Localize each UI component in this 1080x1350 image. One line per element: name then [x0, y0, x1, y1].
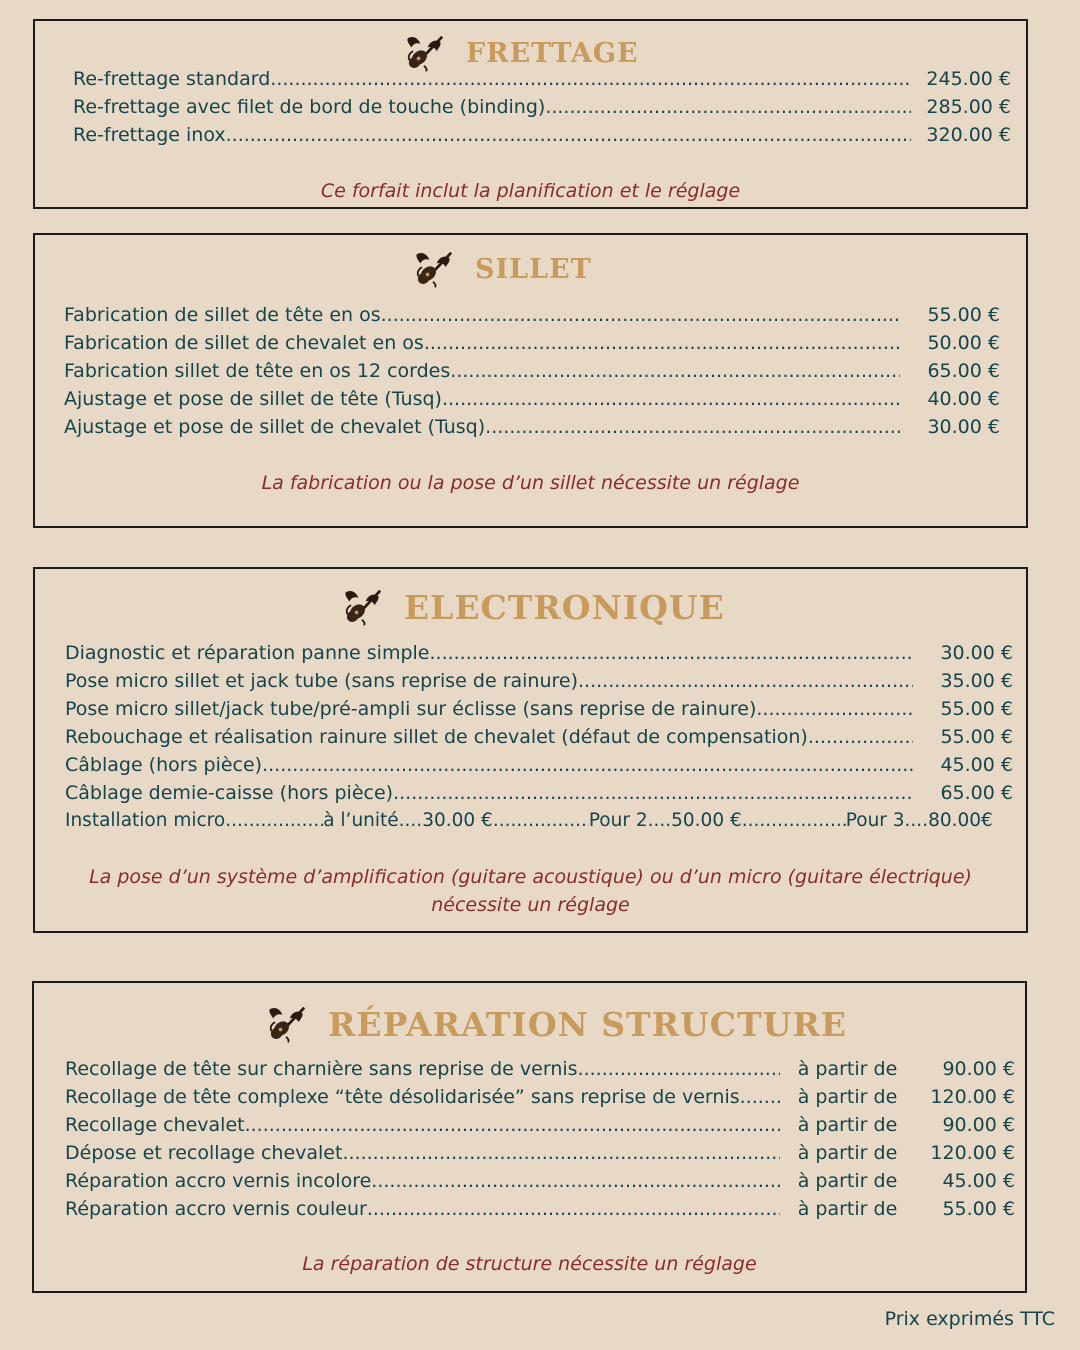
section-sillet	[33, 233, 1028, 528]
section-reparation-structure	[32, 981, 1027, 1293]
item-price: 30.00 €	[940, 642, 1013, 664]
item-label: Re-frettage avec filet de bord de touche (binding)	[73, 96, 546, 118]
item-label: Recollage de tête complexe “tête désolidarisée” sans reprise de vernis	[65, 1086, 740, 1108]
list-item	[73, 65, 1011, 93]
two-price: Pour 2....50.00 €	[588, 810, 742, 831]
price-list	[65, 1055, 1015, 1223]
price-list	[65, 639, 1013, 835]
note-line: nécessite un réglage	[431, 894, 630, 916]
list-item	[65, 1167, 1015, 1195]
list-item	[65, 1111, 1015, 1139]
winged-guitar-icon	[264, 1004, 308, 1044]
item-price: 55.00 €	[927, 304, 1000, 326]
item-label: Re-frettage inox	[73, 124, 226, 146]
item-price: 120.00 €	[930, 1142, 1015, 1164]
item-label: Recollage chevalet	[65, 1114, 245, 1136]
item-prefix: à partir de	[797, 1086, 898, 1108]
item-label: Ajustage et pose de sillet de tête (Tusq)	[64, 388, 442, 410]
item-price: 55.00 €	[940, 698, 1013, 720]
list-item	[65, 723, 1013, 751]
item-price: 35.00 €	[940, 670, 1013, 692]
item-price: 245.00 €	[926, 68, 1011, 90]
list-item	[64, 413, 1000, 441]
section-header	[340, 585, 725, 629]
item-label: Fabrication de sillet de chevalet en os	[64, 332, 424, 354]
section-title: ELECTRONIQUE	[404, 587, 725, 627]
item-price: 40.00 €	[927, 388, 1000, 410]
item-price: 285.00 €	[926, 96, 1011, 118]
item-label: Re-frettage standard	[73, 68, 271, 90]
unit-price: à l’unité....30.00 €	[323, 810, 493, 831]
item-price: 50.00 €	[927, 332, 1000, 354]
item-label: Rebouchage et réalisation rainure sillet de chevalet (défaut de compensation)	[65, 726, 808, 748]
item-label: Installation micro	[65, 810, 226, 831]
item-label: Câblage (hors pièce)	[65, 754, 263, 776]
price-list	[64, 301, 1000, 441]
section-title: FRETTAGE	[466, 37, 639, 69]
footer-note: Prix exprimés TTC	[884, 1308, 1055, 1330]
item-label: Fabrication sillet de tête en os 12 cordes	[64, 360, 451, 382]
note-line: La pose d’un système d’amplification (guitare acoustique) ou d’un micro (guitare électrique)	[89, 866, 972, 888]
price-list	[73, 65, 1011, 149]
item-price: 320.00 €	[926, 124, 1011, 146]
list-item	[64, 329, 1000, 357]
list-item	[65, 751, 1013, 779]
winged-guitar-icon	[340, 587, 384, 627]
section-header	[411, 247, 592, 291]
section-electronique	[33, 567, 1028, 933]
item-prefix: à partir de	[797, 1142, 898, 1164]
three-price: Pour 3....80.00€	[845, 810, 993, 831]
section-title: RÉPARATION STRUCTURE	[328, 1004, 847, 1044]
list-item	[65, 1083, 1015, 1111]
item-label: Pose micro sillet/jack tube/pré-ampli sur éclisse (sans reprise de rainure)	[65, 698, 757, 720]
list-item	[65, 667, 1013, 695]
section-header	[264, 1002, 847, 1046]
section-frettage	[33, 19, 1028, 209]
item-label: Fabrication de sillet de tête en os	[64, 304, 381, 326]
list-item	[64, 301, 1000, 329]
item-prefix: à partir de	[797, 1114, 898, 1136]
list-item	[65, 695, 1013, 723]
item-prefix: à partir de	[797, 1058, 898, 1080]
list-item	[64, 357, 1000, 385]
list-item	[65, 779, 1013, 807]
list-item	[65, 1055, 1015, 1083]
item-price: 55.00 €	[942, 1198, 1015, 1220]
item-price: 45.00 €	[942, 1170, 1015, 1192]
item-label: Pose micro sillet et jack tube (sans reprise de rainure)	[65, 670, 579, 692]
item-prefix: à partir de	[797, 1170, 898, 1192]
section-note: Ce forfait inclut la planification et le réglage	[320, 180, 741, 202]
list-item	[65, 639, 1013, 667]
section-title: SILLET	[475, 253, 592, 285]
section-note: La fabrication ou la pose d’un sillet nécessite un réglage	[261, 472, 800, 494]
item-prefix: à partir de	[797, 1198, 898, 1220]
item-label: Réparation accro vernis incolore	[65, 1170, 372, 1192]
item-label: Diagnostic et réparation panne simple	[65, 642, 430, 664]
list-item	[65, 1139, 1015, 1167]
item-price: 55.00 €	[940, 726, 1013, 748]
item-label: Câblage demie-caisse (hors pièce)	[65, 782, 394, 804]
list-item	[73, 121, 1011, 149]
install-micro-row	[65, 807, 1013, 835]
winged-guitar-icon	[411, 249, 455, 289]
item-price: 65.00 €	[927, 360, 1000, 382]
item-price: 45.00 €	[940, 754, 1013, 776]
list-item	[65, 1195, 1015, 1223]
item-price: 120.00 €	[930, 1086, 1015, 1108]
item-label: Ajustage et pose de sillet de chevalet (Tusq)	[64, 416, 486, 438]
item-label: Recollage de tête sur charnière sans reprise de vernis	[65, 1058, 578, 1080]
section-note	[35, 863, 1026, 919]
item-price: 30.00 €	[927, 416, 1000, 438]
list-item	[64, 385, 1000, 413]
item-price: 90.00 €	[942, 1114, 1015, 1136]
section-note: La réparation de structure nécessite un réglage	[302, 1253, 757, 1275]
item-price: 65.00 €	[940, 782, 1013, 804]
item-label: Réparation accro vernis couleur	[65, 1198, 367, 1220]
list-item	[73, 93, 1011, 121]
item-price: 90.00 €	[942, 1058, 1015, 1080]
item-label: Dépose et recollage chevalet	[65, 1142, 343, 1164]
